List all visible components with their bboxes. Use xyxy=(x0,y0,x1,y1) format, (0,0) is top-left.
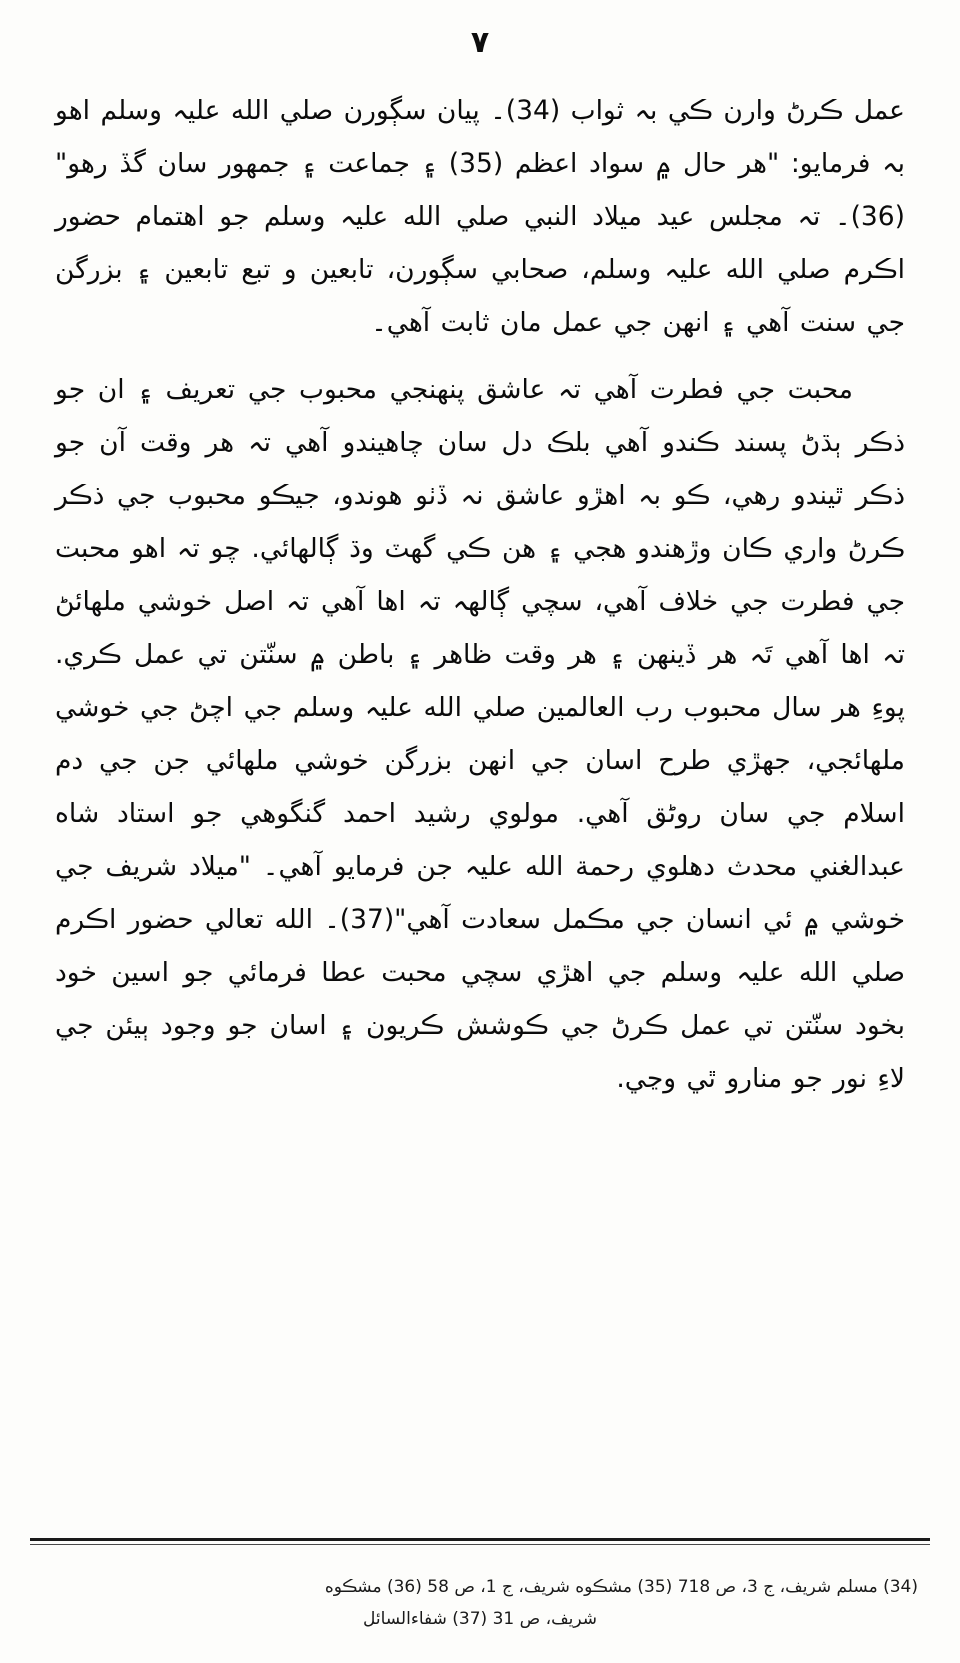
page-number: ٧ xyxy=(470,25,490,60)
footnotes-block xyxy=(42,1571,918,1635)
footnote-line-2: شريف، ص 31 (37) شفاءالسائل xyxy=(362,1609,598,1629)
body-text-column xyxy=(55,84,905,1105)
footnote-line-1: (34) مسلم شريف، ج 3، ص 718 (35) مشڪوه شريف، ج 1، ص 58 (36) مشڪوه xyxy=(324,1577,918,1597)
paragraph-2: محبت جي فطرت آهي تہ عاشق پنهنجي محبوب جي تعريف ۽ ان جو ذڪر ٻڌڻ پسند ڪندو آهي بلڪ دل سان چاهيندو آهي تہ هر وقت آن جو ذڪر ٿيندو رهي، ڪو بہ اهڙو عاشق نہ ڏٺو هوندو، جيڪو محبوب جي ذڪر ڪرڻ واري ڪان وڙهندو هجي ۽ هن ڪي گهٽ وڌ ڳالهائي. چو تہ اهو محبت جي فطرت جي خلاف آهي، سچي ڳالهہ تہ اها آهي تہ اصل خوشي ملهائڻ تہ اها آهي تَہ هر ڏينهن ۽ هر وقت ظاهر ۽ باطن ۾ سنّتن تي عمل ڪري. پوءِ هر سال محبوب رب العالمين صلي الله عليہ وسلم جي اچڻ جي خوشي ملهائجي، جهڙي طرح اسان جي انهن بزرگن خوشي ملهائي جن جي دم اسلام جي سان روڻق آهي. مولوي رشيد احمد گنگوهي جو استاد شاه عبدالغني محدث دهلوي رحمة الله عليہ جن فرمايو آهي۔ "ميلاد شريف جي خوشي ۾ ئي انسان جي مڪمل سعادت آهي"(37)۔ الله تعالي حضور اڪرم صلي الله عليہ وسلم جي اهڙي سچي محبت عطا فرمائي جو اسين خود بخود سنّتن تي عمل ڪرڻ جي ڪوشش ڪريون ۽ اسان جو وجود ٻيئن جي لاءِ نور جو منارو ٿي وڃي. xyxy=(55,374,905,1094)
footnote-rule-thick xyxy=(30,1538,930,1541)
footnote-separator xyxy=(30,1538,930,1545)
footnote-rule-thin xyxy=(30,1544,930,1545)
paragraph-1: عمل ڪرڻ وارن ڪي بہ ثواب (34)۔ پيان سڳورن صلي الله عليہ وسلم اهو بہ فرمايو: "هر حال ۾ سواد اعظم (35) ۽ جماعت ۽ جمهور سان گڏ رهو"(36)۔ تہ مجلس عيد ميلاد النبي صلي الله عليہ وسلم جو اهتمام حضور اڪرم صلي الله عليہ وسلم، صحابي سڳورن، تابعين و تبع تابعين ۽ بزرگن جي سنت آهي ۽ انهن جي عمل مان ثابت آهي۔ xyxy=(55,95,905,338)
